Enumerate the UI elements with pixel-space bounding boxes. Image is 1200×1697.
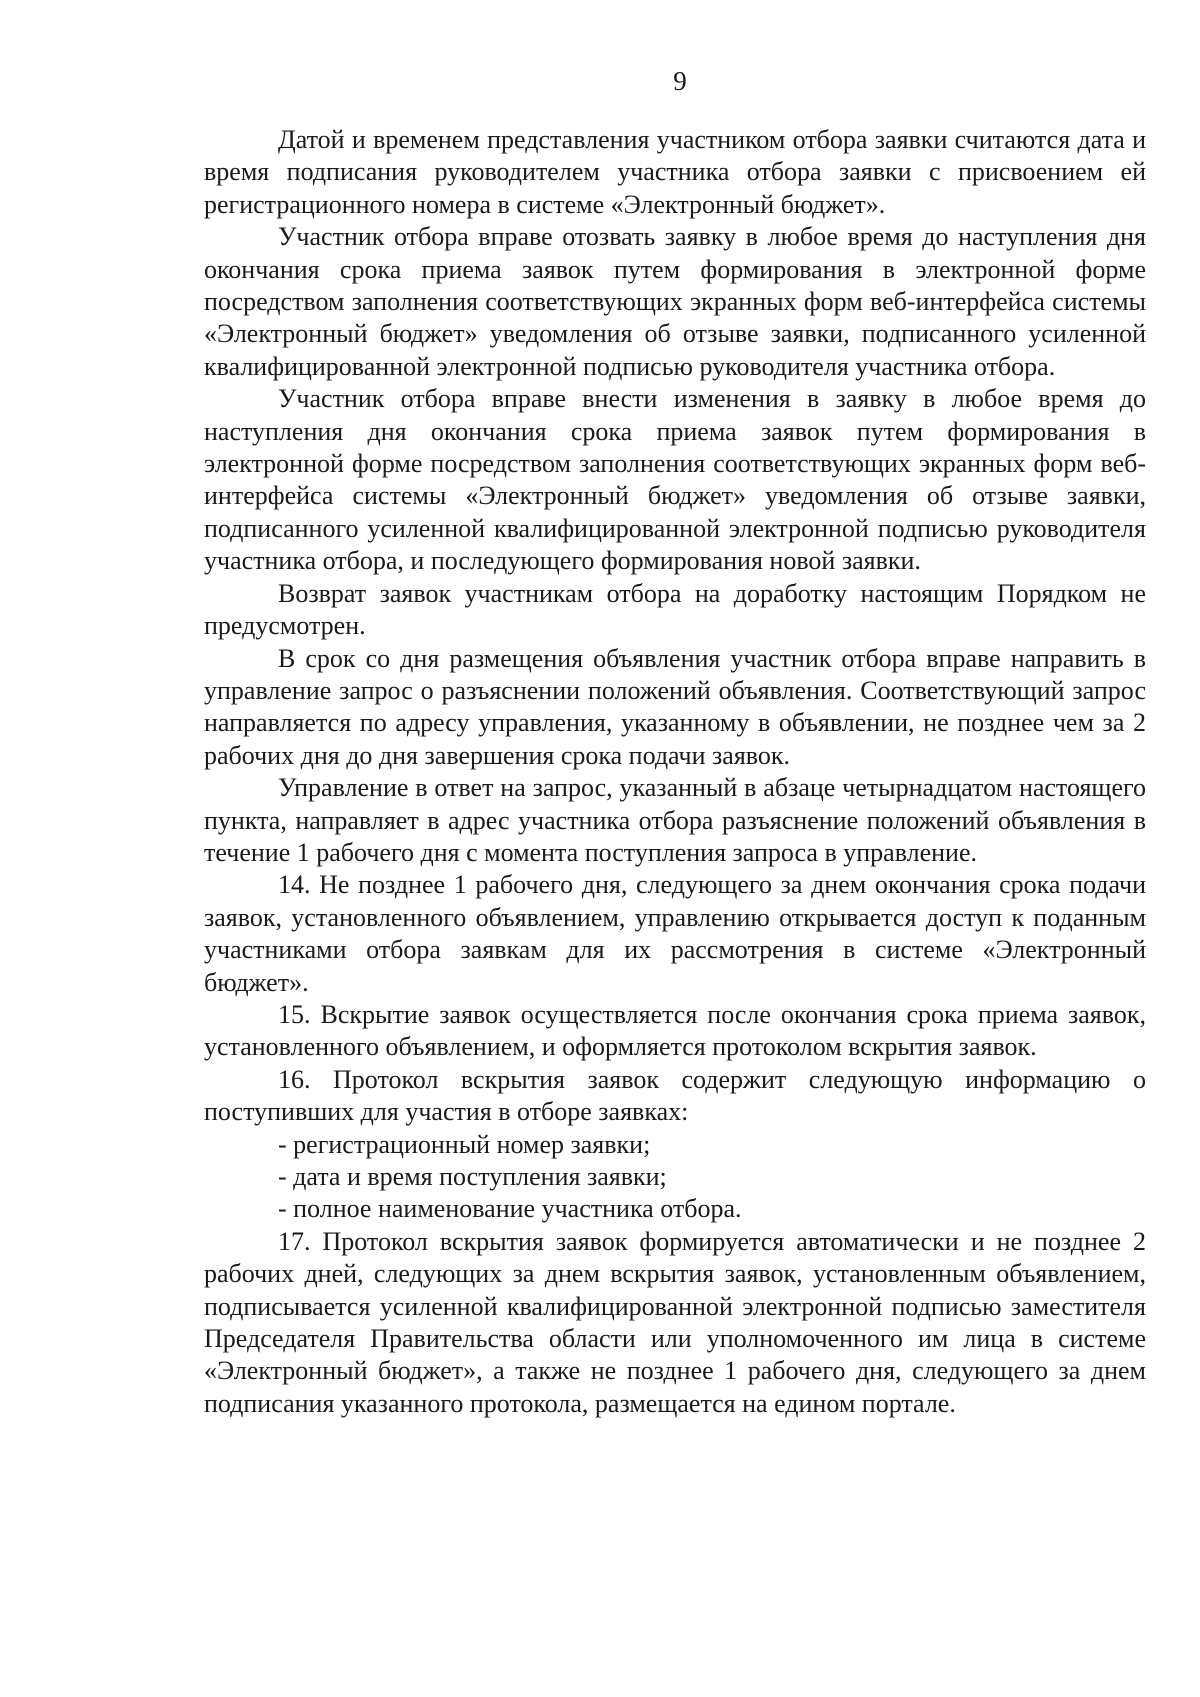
- paragraph-clarification-response: Управление в ответ на запрос, указанный в абзаце четырнадцатом настоящего пункта, направляет в адрес участника отбора разъяснение положений объявления в течение 1 рабочего дня с момента поступления запроса в управление.: [204, 773, 1146, 867]
- paragraph-clarification-request: В срок со дня размещения объявления участник отбора вправе направить в управление запрос о разъяснении положений объявления. Соответствующий запрос направляется по адресу управления, указанному в объявлении, не позднее чем за 2 рабочих дня до дня завершения срока подачи заявок.: [204, 643, 1146, 770]
- paragraph-item-17: 17. Протокол вскрытия заявок формируется автоматически и не позднее 2 рабочих дней, следующих за днем вскрытия заявок, установленным объявлением, подписывается усиленной квалифицированной электронной подписью заместителя Председателя Правительства области или уполномоченного им лица в системе «Электронный бюджет», а также не позднее 1 рабочего дня, следующего за днем подписания указанного протокола, размещается на едином портале.: [204, 1226, 1146, 1418]
- paragraph-withdraw-application: Участник отбора вправе отозвать заявку в любое время до наступления дня окончания срока приема заявок путем формирования в электронной форме посредством заполнения соответствующих экранных форм веб-интерфейса системы «Электронный бюджет» уведомления об отзыве заявки, подписанного усиленной квалифицированной электронной подписью руководителя участника отбора.: [204, 222, 1146, 381]
- paragraph-item-14: 14. Не позднее 1 рабочего дня, следующего за днем окончания срока подачи заявок, установленного объявлением, управлению открывается доступ к поданным участниками отбора заявкам для их рассмотрения в системе «Электронный бюджет».: [204, 870, 1146, 997]
- list-item-registration-number: - регистрационный номер заявки;: [278, 1129, 651, 1159]
- paragraph-item-16: 16. Протокол вскрытия заявок содержит следующую информацию о поступивших для участия в отборе заявках:: [204, 1064, 1146, 1127]
- document-body: [204, 124, 1146, 1420]
- paragraph-item-15: 15. Вскрытие заявок осуществляется после окончания срока приема заявок, установленного объявлением, и оформляется протоколом вскрытия заявок.: [204, 999, 1146, 1062]
- paragraph-no-return: Возврат заявок участникам отбора на доработку настоящим Порядком не предусмотрен.: [204, 578, 1146, 641]
- list-item-date-time: - дата и время поступления заявки;: [278, 1162, 667, 1191]
- page-number: 9: [673, 66, 687, 96]
- paragraph-submission-date: Датой и временем представления участником отбора заявки считаются дата и время подписания руководителем участника отбора заявки с присвоением ей регистрационного номера в системе «Электронный бюджет».: [204, 125, 1146, 219]
- list-item-participant-name: - полное наименование участника отбора.: [278, 1194, 742, 1224]
- paragraph-amend-application: Участник отбора вправе внести изменения в заявку в любое время до наступления дня окончания срока приема заявок путем формирования в электронной форме посредством заполнения соответствующих экранных форм веб-интерфейса системы «Электронный бюджет» уведомления об отзыве заявки, подписанного усиленной квалифицированной электронной подписью руководителя участника отбора, и последующего формирования новой заявки.: [204, 384, 1146, 576]
